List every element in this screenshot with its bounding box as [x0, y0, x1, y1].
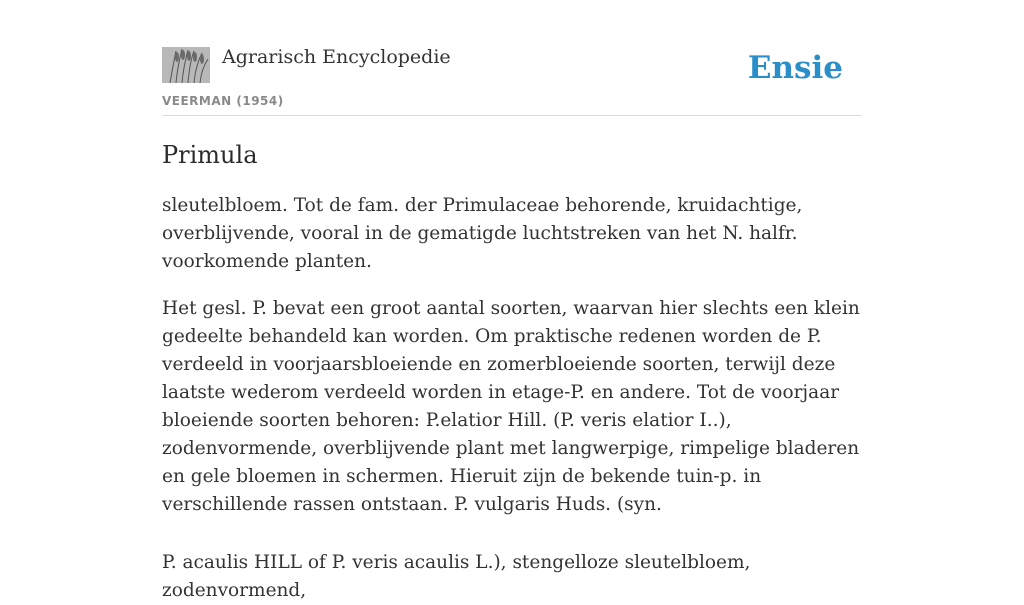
entry-paragraph: Het gesl. P. bevat een groot aantal soorten, waarvan hier slechts een klein gedeelte behandeld kan worden. Om praktische redenen worden de P. verdeeld in voorjaarsbloeiende en zomerbloeiende soorten, terwijl deze laatste wederom verdeeld worden in etage-P. en andere. Tot de voorjaar bloeiende soorten behoren: P.elatior Hill. (P. veris elatior I..), zodenvormende, overblijvende plant met langwerpige, rimpelige bladeren en gele bloemen in schermen. Hieruit zijn de bekende tuin-p. in verschillende rassen ontstaan. P. vulgaris Huds. (syn. — [162, 298, 860, 515]
header — [162, 0, 862, 116]
page — [162, 0, 862, 605]
brand-logo[interactable]: Ensie — [747, 50, 843, 86]
entry-paragraph: P. acaulis HILL of P. veris acaulis L.), stengelloze sleutelbloem, zodenvormend, — [162, 552, 751, 601]
entry-title: Primula — [162, 141, 258, 169]
source-subtitle: VEERMAN (1954) — [162, 94, 284, 108]
source-title[interactable]: Agrarisch Encyclopedie — [222, 46, 451, 68]
entry-paragraph: sleutelbloem. Tot de fam. der Primulaceae behorende, kruidachtige, overblijvende, vooral in de gematigde luchtstreken van het N. halfr. voorkomende planten. — [162, 195, 803, 272]
wheat-ears-icon[interactable] — [162, 47, 210, 83]
